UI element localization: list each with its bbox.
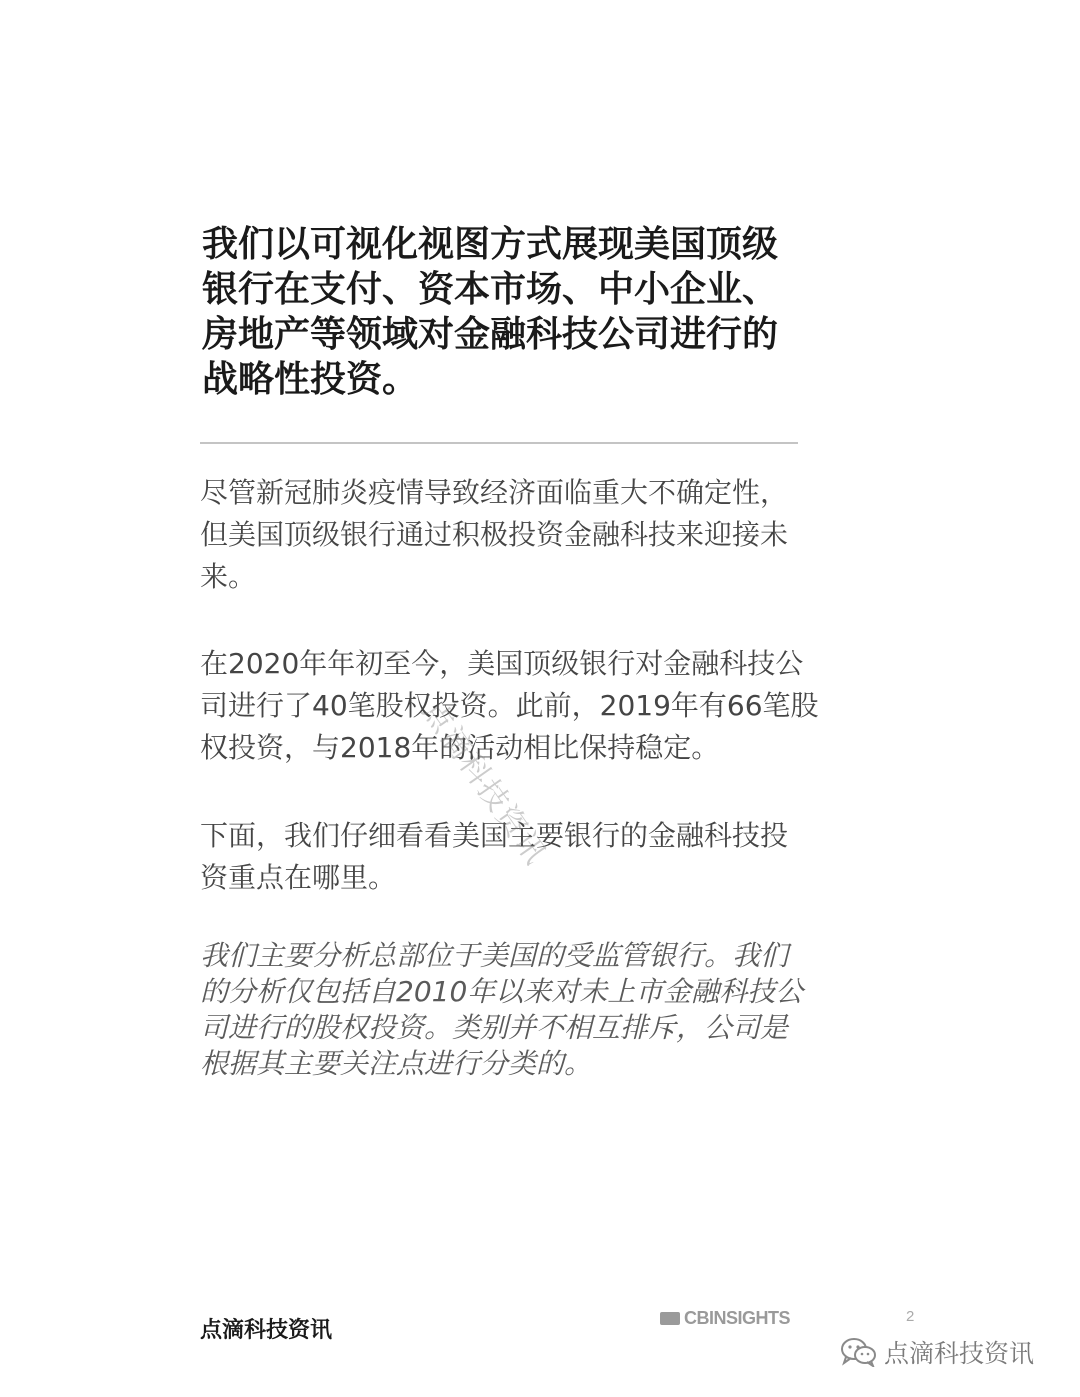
paragraph-line: 尽管新冠肺炎疫情导致经济面临重大不确定性， — [200, 476, 789, 509]
page-number: 2 — [906, 1308, 915, 1325]
paragraph-line: 司进行了40笔股权投资。此前，2019年有66笔股 — [200, 689, 819, 722]
headline — [202, 222, 802, 402]
headline-line: 房地产等领域对金融科技公司进行的 — [202, 314, 779, 355]
methodology-note — [200, 938, 820, 1082]
divider — [200, 442, 798, 444]
paragraph-line: 我们主要分析总部位于美国的受监管银行。我们 — [200, 939, 789, 972]
paragraph-covid — [200, 472, 820, 598]
wechat-icon — [840, 1337, 878, 1367]
wechat-account-badge — [840, 1334, 1034, 1370]
paragraph-line: 的分析仅包括自2010年以来对未上市金融科技公 — [200, 975, 804, 1008]
paragraph-line: 下面，我们仔细看看美国主要银行的金融科技投 — [200, 819, 789, 852]
wechat-account-label: 点滴科技资讯 — [884, 1339, 1035, 1368]
paragraph-line: 司进行的股权投资。类别并不相互排斥，公司是 — [200, 1011, 789, 1044]
paragraph-line: 但美国顶级银行通过积极投资金融科技来迎接未 — [200, 518, 789, 551]
cbinsights-logo — [660, 1308, 790, 1328]
headline-line: 银行在支付、资本市场、中小企业、 — [202, 269, 779, 310]
cbinsights-mark-icon — [660, 1312, 680, 1325]
paragraph-focus — [200, 815, 820, 899]
footer-source-label: 点滴科技资讯 — [200, 1318, 333, 1343]
watermark-text: 点滴科技资讯 — [414, 694, 554, 872]
paragraph-investments — [200, 643, 820, 769]
paragraph-line: 根据其主要关注点进行分类的。 — [200, 1047, 593, 1080]
paragraph-line: 在2020年年初至今，美国顶级银行对金融科技公 — [200, 647, 804, 680]
paragraph-line: 来。 — [200, 560, 257, 593]
cbinsights-logo-text: CBINSIGHTS — [684, 1307, 791, 1328]
paragraph-line: 资重点在哪里。 — [200, 861, 397, 894]
headline-line: 我们以可视化视图方式展现美国顶级 — [202, 224, 779, 265]
headline-line: 战略性投资。 — [202, 359, 419, 400]
paragraph-line: 权投资，与2018年的活动相比保持稳定。 — [200, 731, 720, 764]
